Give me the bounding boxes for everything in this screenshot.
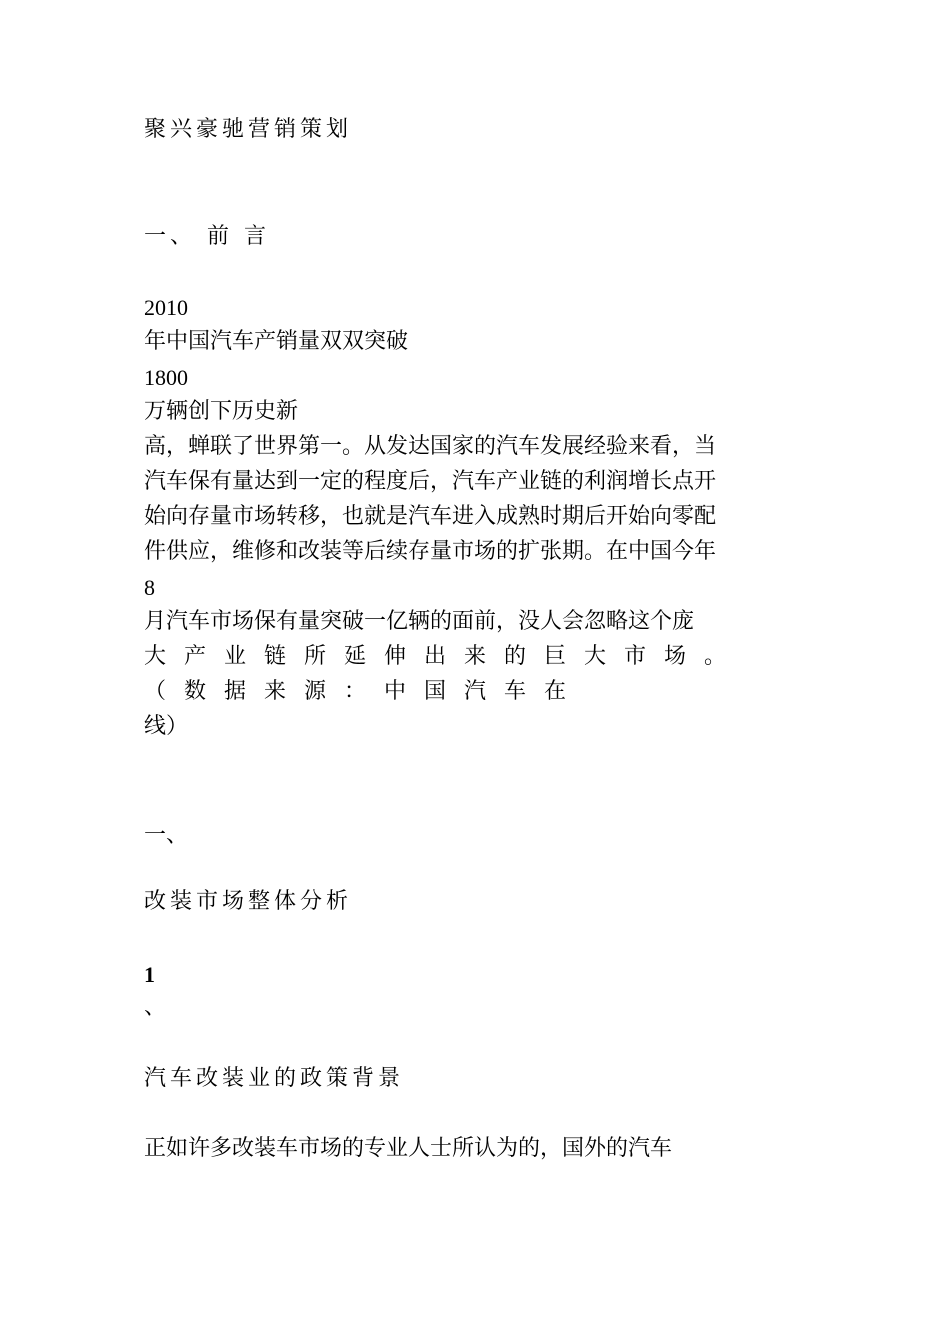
section-number: 一、: [144, 823, 189, 848]
section-heading: 改装市场整体分析: [144, 889, 353, 914]
source-note: （数据来源：中国汽车在: [144, 679, 585, 704]
source-note: 线）: [144, 714, 189, 739]
subsection-heading: 汽车改装业的政策背景: [144, 1066, 405, 1091]
paragraph-line: 高，蝉联了世界第一。从发达国家的汽车发展经验来看，当: [144, 434, 717, 459]
paragraph-line: 大产业链所延伸出来的巨大市场。: [144, 644, 745, 669]
document-title: 聚兴豪驰营销策划: [144, 117, 353, 142]
subsection-number: 1: [144, 962, 155, 987]
section-heading-preface: 一、 前 言: [144, 224, 270, 249]
month-number: 8: [144, 575, 155, 600]
paragraph-line: 始向存量市场转移，也就是汽车进入成熟时期后开始向零配: [144, 504, 717, 529]
paragraph-line: 月汽车市场保有量突破一亿辆的面前，没人会忽略这个庞: [144, 609, 695, 634]
body-line: 万辆创下历史新: [144, 399, 299, 424]
number-text: 1800: [144, 365, 188, 390]
paragraph-line: 件供应，维修和改装等后续存量市场的扩张期。在中国今年: [144, 539, 717, 564]
paragraph-line: 汽车保有量达到一定的程度后，汽车产业链的利润增长点开: [144, 469, 717, 494]
body-line: 正如许多改装车市场的专业人士所认为的，国外的汽车: [144, 1136, 673, 1161]
year-text: 2010: [144, 295, 188, 320]
body-line: 年中国汽车产销量双双突破: [144, 329, 409, 354]
subsection-mark: 、: [144, 995, 167, 1020]
